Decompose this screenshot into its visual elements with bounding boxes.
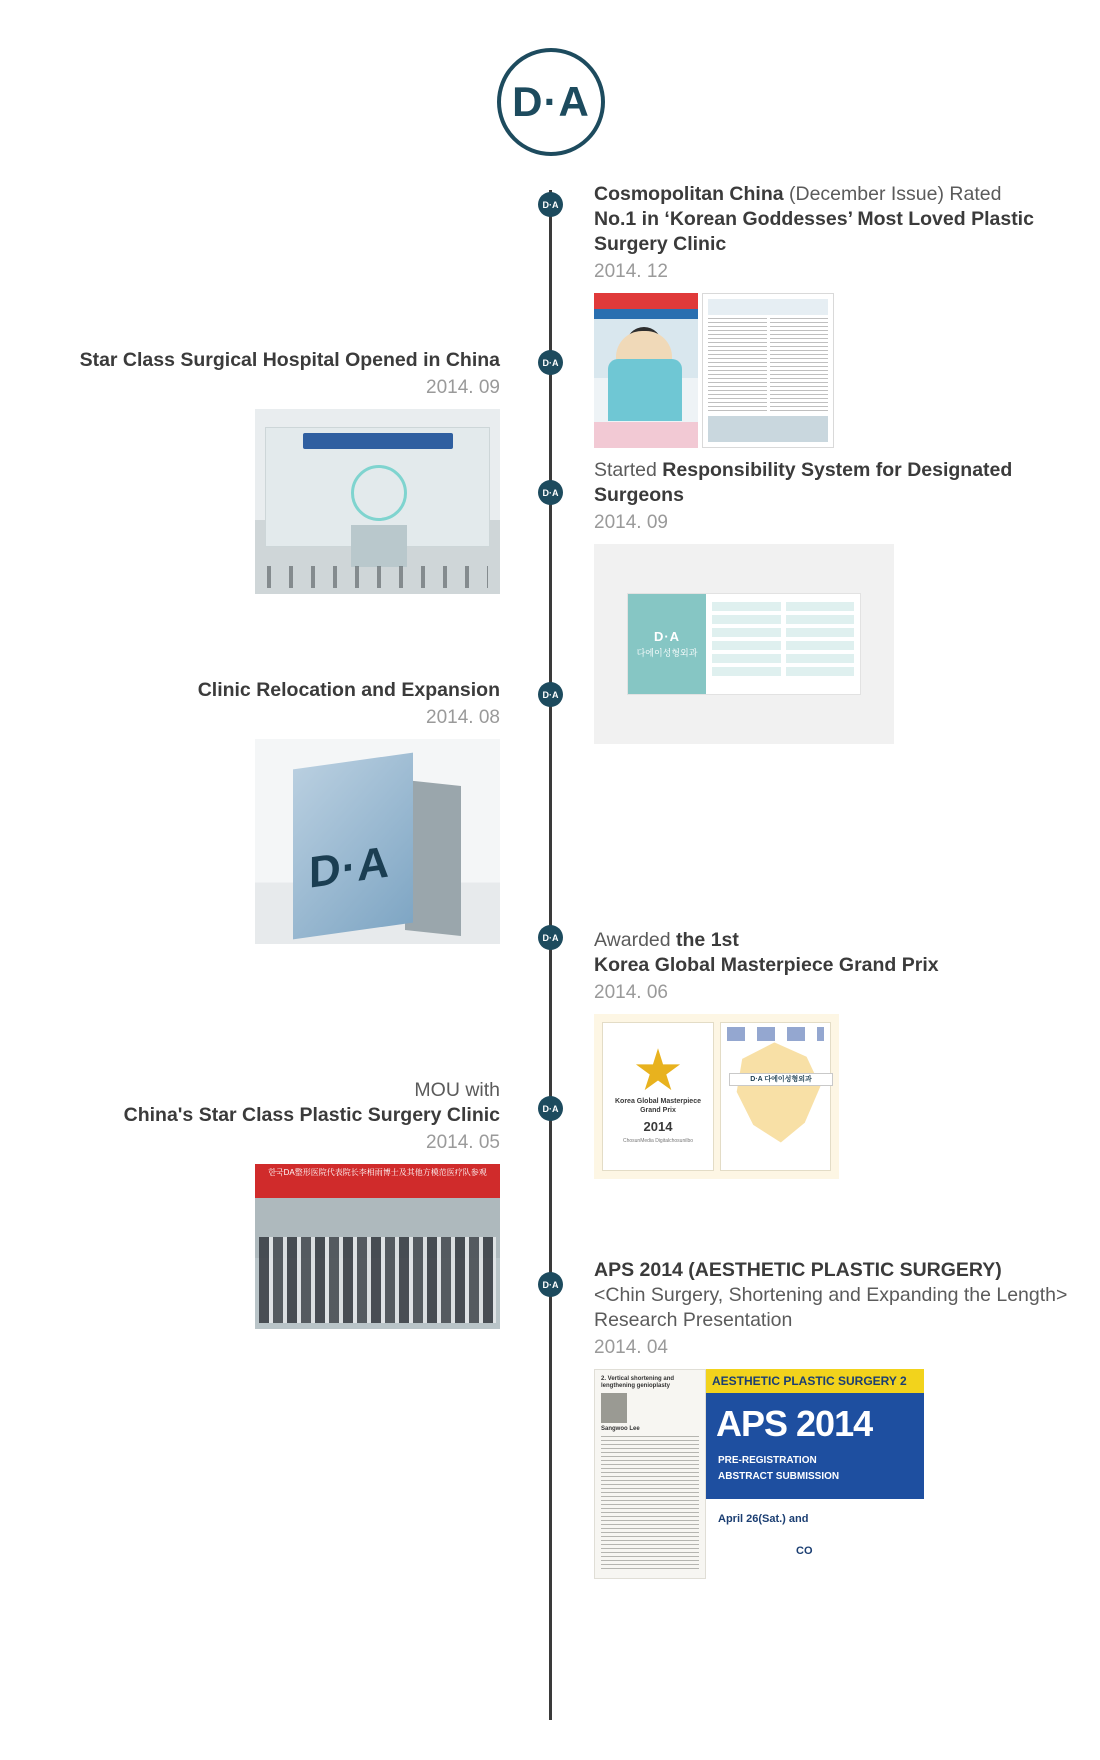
entry-title (594, 1258, 1074, 1333)
card-name-row (786, 615, 855, 624)
brand-logo (497, 48, 605, 156)
card-name-column-right (786, 602, 855, 686)
timeline-entry-clinic-relocation (10, 678, 500, 944)
paper-body-text (601, 1436, 699, 1571)
sponsor-logos (727, 1027, 824, 1041)
card-name-row (712, 654, 781, 663)
timeline-entry-mou-star-class (10, 1078, 500, 1329)
timeline-node-cosmopolitan-china: D·A (538, 192, 563, 217)
hospital-sign (303, 433, 453, 449)
entry-media (594, 544, 1074, 744)
entry-title-lead: the 1st (676, 929, 739, 951)
cosmopolitan-magazine-scan (594, 293, 834, 448)
article-headline (708, 299, 828, 315)
timeline-entry-korea-global-masterpiece (594, 928, 1074, 1179)
entry-date: 2014. 04 (594, 1336, 668, 1358)
entry-title-thin: MOU with (414, 1079, 500, 1101)
entry-title (594, 928, 1074, 978)
pedestrians (267, 566, 488, 588)
magazine-article-scan (702, 293, 834, 448)
entry-date: 2014. 05 (426, 1131, 500, 1153)
map-shape (733, 1037, 825, 1147)
da-building-photo (255, 739, 500, 944)
building-side-wing (405, 780, 461, 936)
award-plaque-photo (594, 1014, 839, 1179)
china-map-graphic (720, 1022, 831, 1171)
card-name-row (712, 602, 781, 611)
photo-people-row (259, 1237, 496, 1323)
entry-title-thin: (December Issue) Rated (783, 183, 1002, 205)
entry-title: Clinic Relocation and Expansion (197, 679, 500, 701)
timeline-node-clinic-relocation: D·A (538, 682, 563, 707)
entry-date: 2014. 12 (594, 260, 668, 282)
entry-date: 2014. 08 (426, 706, 500, 728)
hospital-entrance (351, 525, 407, 567)
building-signage-text: D·A (309, 837, 391, 898)
logo-circle (497, 48, 605, 156)
card-inner (628, 594, 860, 694)
card-name-row (786, 667, 855, 676)
research-paper-page (594, 1369, 706, 1579)
article-column (708, 318, 767, 413)
poster-header: AESTHETIC PLASTIC SURGERY 2 (706, 1369, 924, 1393)
card-name-row (786, 654, 855, 663)
card-name-row (712, 615, 781, 624)
card-name-row (712, 628, 781, 637)
paper-title: 2. Vertical shortening and lengthening genioplasty (601, 1375, 675, 1390)
cover-footer (594, 422, 698, 448)
entry-media (10, 1164, 500, 1329)
entry-title-thin: <Chin Surgery, Shortening and Expanding the Length> Research Presentation (594, 1283, 1068, 1331)
poster-title: APS 2014 (716, 1402, 873, 1444)
card-name-row (786, 628, 855, 637)
card-name-row (786, 641, 855, 650)
card-logo-subtext: 다에이성형외과 (636, 647, 698, 658)
entry-media (594, 293, 1074, 448)
card-name-list (706, 594, 860, 694)
entry-title: Star Class Surgical Hospital Opened in China (79, 349, 500, 371)
card-logo (628, 594, 706, 694)
poster-item-abstract-submission: ABSTRACT SUBMISSION (718, 1470, 840, 1482)
photo-banner-text: 한국DA整形医院代表院长李相雨博士及其他方模范医疗队参观 (268, 1167, 487, 1177)
timeline-spine (549, 190, 552, 1720)
poster-footer: CO (796, 1544, 813, 1557)
entry-date: 2014. 09 (426, 376, 500, 398)
timeline-node-mou-star-class: D·A (538, 1096, 563, 1121)
card-logo-text: D·A (653, 629, 681, 645)
timeline-entry-aps-2014 (594, 1258, 1074, 1579)
entry-title-lead: Cosmopolitan China (594, 183, 784, 205)
entry-title (594, 182, 1074, 257)
paper-author: Sangwoo Lee (601, 1426, 640, 1433)
timeline-node-star-class-hospital: D·A (538, 350, 563, 375)
entry-media (10, 739, 500, 944)
article-photo (708, 416, 828, 442)
poster-date: April 26(Sat.) and (718, 1512, 809, 1525)
entry-title-thin: Awarded (594, 929, 677, 951)
award-plaque-sub: ChosunMedia Digitalchosunilbo (622, 1138, 694, 1145)
entry-title (10, 1078, 500, 1128)
award-plaque (602, 1022, 714, 1171)
timeline-node-korea-global-masterpiece: D·A (538, 925, 563, 950)
entry-title-thin: Started (594, 459, 663, 481)
entry-media (594, 1014, 1074, 1179)
timeline-node-aps-2014: D·A (538, 1272, 563, 1297)
entry-title-rest: Korea Global Masterpiece Grand Prix (594, 953, 939, 976)
award-brand-label: D·A 다에이성형외과 (729, 1073, 833, 1086)
card-name-row (786, 602, 855, 611)
hospital-emblem (351, 465, 407, 521)
entry-date: 2014. 06 (594, 981, 668, 1003)
logo-text: D·A (512, 78, 590, 125)
timeline-entry-cosmopolitan-china (594, 182, 1074, 448)
cover-band-secondary (594, 309, 698, 319)
entry-title-rest: No.1 in ‘Korean Goddesses’ Most Loved Plastic Surgery Clinic (594, 207, 1034, 255)
article-columns (708, 318, 828, 413)
conference-poster (706, 1369, 924, 1579)
timeline-entry-star-class-hospital (10, 348, 500, 594)
timeline-node-responsibility-system: D·A (538, 480, 563, 505)
designated-surgeons-card (594, 544, 894, 744)
award-plaque-title: Korea Global Masterpiece Grand Prix (615, 1098, 701, 1114)
timeline-entry-responsibility-system (594, 458, 1074, 744)
entry-media (10, 409, 500, 594)
card-name-row (712, 641, 781, 650)
entry-title-lead: Responsibility System for Designated Surgeons (594, 459, 1013, 506)
entry-date: 2014. 09 (594, 511, 668, 533)
cover-model-suit (608, 359, 682, 421)
star-icon (635, 1048, 681, 1094)
card-name-row (712, 667, 781, 676)
photo-banner (255, 1164, 500, 1198)
paper-author-portrait (601, 1393, 627, 1423)
article-column (770, 318, 829, 413)
mou-group-photo (255, 1164, 500, 1329)
entry-title (594, 458, 1074, 508)
china-hospital-photo (255, 409, 500, 594)
poster-item-pre-registration: PRE-REGISTRATION (718, 1454, 817, 1466)
cover-band (594, 293, 698, 309)
entry-title-main: China's Star Class Plastic Surgery Clinic (123, 1103, 500, 1126)
card-name-column-left (712, 602, 781, 686)
entry-media (594, 1369, 1074, 1579)
aps-2014-poster (594, 1369, 924, 1579)
magazine-cover (594, 293, 698, 448)
entry-title-lead: APS 2014 (AESTHETIC PLASTIC SURGERY) (594, 1259, 1002, 1281)
award-plaque-year: 2014 (643, 1119, 673, 1135)
